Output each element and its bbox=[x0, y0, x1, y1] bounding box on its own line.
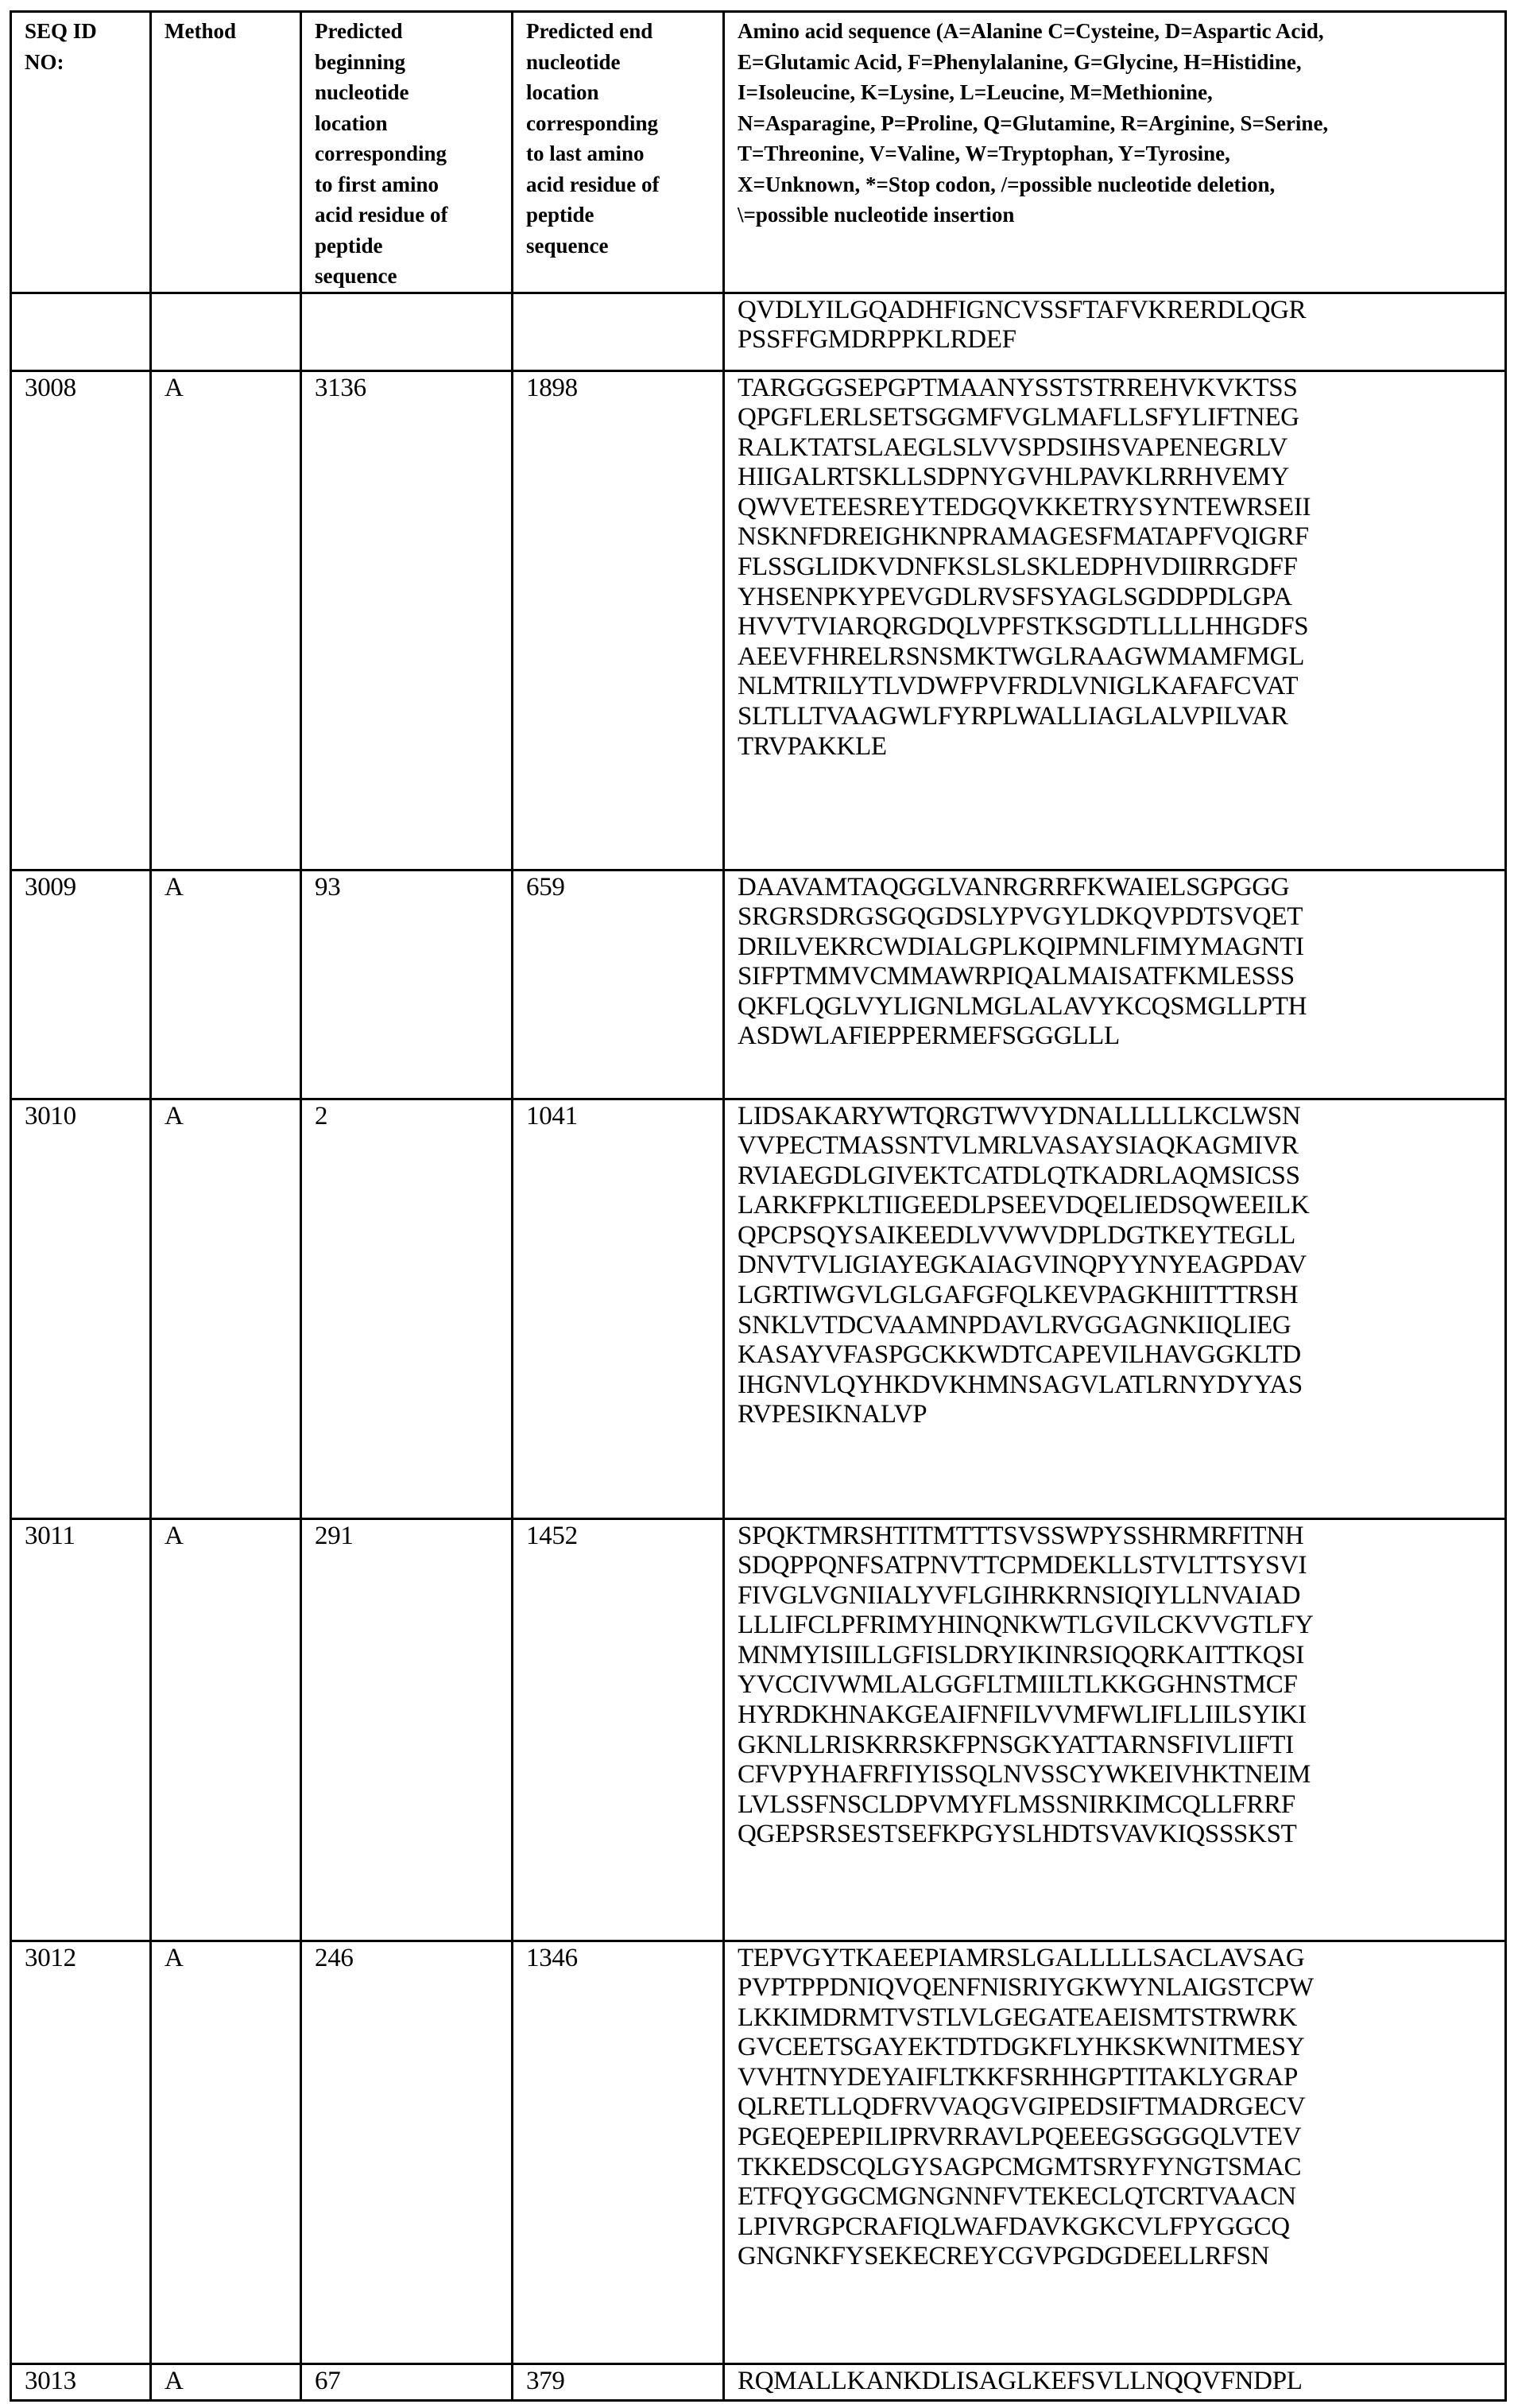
sequence-line: SRGRSDRGSGQGDSLYPVGYLDKQVPDTSVQET bbox=[738, 902, 1303, 932]
sequence-line: TKKEDSCQLGYSAGPCMGMTSRYFYNGTSMAC bbox=[738, 2152, 1302, 2181]
method-cell: A bbox=[151, 1941, 301, 2363]
sequence-line: SIFPTMMVCMMAWRPIQALMAISATFKMLESSS bbox=[738, 962, 1295, 991]
begin-location-cell: 291 bbox=[301, 1518, 513, 1941]
sequence-line: QKFLQGLVYLIGNLMGLALAVYKCQSMGLLPTH bbox=[738, 991, 1307, 1021]
begin-location-cell: 246 bbox=[301, 1941, 513, 2363]
seq-id-cell: 3009 bbox=[11, 870, 151, 1099]
sequence-line: TEPVGYTKAEEPIAMRSLGALLLLLSACLAVSAG bbox=[738, 1943, 1305, 1972]
header-begin-location: Predicted beginning nucleotide location corresponding to first amino acid residue of peptide sequence bbox=[301, 12, 513, 293]
sequence-line: HVVTVIARQRGDQLVPFSTKSGDTLLLLHHGDFS bbox=[738, 612, 1309, 642]
amino-acid-sequence-cell bbox=[724, 1099, 1506, 1518]
sequence-line: RQMALLKANKDLISAGLKEFSVLLNQQVFNDPL bbox=[738, 2366, 1303, 2395]
begin-location-cell: 93 bbox=[301, 870, 513, 1099]
sequence-line: LVLSSFNSCLDPVMYFLMSSNIRKIMCQLLFRRF bbox=[738, 1790, 1295, 1819]
seq-id-cell: 3012 bbox=[11, 1941, 151, 2363]
sequence-line: QPCPSQYSAIKEEDLVVWVDPLDGTKEYTEGLL bbox=[738, 1220, 1296, 1250]
begin-location-cell: 2 bbox=[301, 1099, 513, 1518]
sequence-line: VVHTNYDEYAIFLTKKFSRHHGPTITAKLYGRAP bbox=[738, 2062, 1299, 2092]
amino-acid-sequence-cell bbox=[724, 293, 1506, 370]
end-location-cell: 1041 bbox=[513, 1099, 724, 1518]
sequence-line: GVCEETSGAYEKTDTDGKFLYHKSKWNITMESY bbox=[738, 2033, 1305, 2062]
sequence-line: LPIVRGPCRAFIQLWAFDAVKGKCVLFPYGGCQ bbox=[738, 2212, 1290, 2241]
sequence-line: HIIGALRTSKLLSDPNYGVHLPAVKLRRHVEMY bbox=[738, 463, 1290, 492]
method-cell: A bbox=[151, 870, 301, 1099]
sequence-line: AEEVFHRELRSNSMKTWGLRAAGWMAMFMGL bbox=[738, 642, 1305, 671]
sequence-line: QLRETLLQDFRVVAQGVGIPEDSIFTMADRGECV bbox=[738, 2092, 1306, 2122]
header-end-location: Predicted end nucleotide location corresponding to last amino acid residue of peptide sequence bbox=[513, 12, 724, 293]
method-cell: A bbox=[151, 1518, 301, 1941]
sequence-line: DAAVAMTAQGGLVANRGRRFKWAIELSGPGGG bbox=[738, 872, 1290, 902]
sequence-line: VVPECTMASSNTVLMRLVASAYSIAQKAGMIVR bbox=[738, 1131, 1299, 1161]
amino-acid-sequence-cell bbox=[724, 2363, 1506, 2400]
sequence-line: TARGGGSEPGPTMAANYSSTSTRREHVKVKTSS bbox=[738, 373, 1298, 402]
table-row bbox=[11, 370, 1506, 870]
table-body bbox=[11, 293, 1506, 2400]
sequence-line: DNVTVLIGIAYEGKAIAGVINQPYYNYEAGPDAV bbox=[738, 1251, 1307, 1280]
table-row bbox=[11, 2363, 1506, 2400]
sequence-line: PVPTPPDNIQVQENFNISRIYGKWYNLAIGSTCPW bbox=[738, 1973, 1314, 2003]
sequence-line: LKKIMDRMTVSTLVLGEGATEAEISMTSTRWRK bbox=[738, 2003, 1297, 2032]
sequence-line: DRILVEKRCWDIALGPLKQIPMNLFIMYMAGNTI bbox=[738, 932, 1304, 961]
seq-id-cell: 3010 bbox=[11, 1099, 151, 1518]
end-location-cell: 659 bbox=[513, 870, 724, 1099]
header-method: Method bbox=[151, 12, 301, 293]
sequence-line: SPQKTMRSHTITMTTTSVSSWPYSSHRMRFITNH bbox=[738, 1521, 1304, 1550]
end-location-cell: 379 bbox=[513, 2363, 724, 2400]
begin-location-cell: 3136 bbox=[301, 370, 513, 870]
sequence-line: RVPESIKNALVP bbox=[738, 1400, 927, 1429]
sequence-line: YHSENPKYPEVGDLRVSFSYAGLSGDDPDLGPA bbox=[738, 582, 1292, 611]
method-cell: A bbox=[151, 370, 301, 870]
table-row bbox=[11, 1099, 1506, 1518]
end-location-cell: 1898 bbox=[513, 370, 724, 870]
sequence-line: QGEPSRSESTSEFKPGYSLHDTSVAVKIQSSSKST bbox=[738, 1820, 1297, 1849]
sequence-table bbox=[10, 10, 1507, 2402]
sequence-line: PGEQEPEPILIPRVRRAVLPQEEEGSGGGQLVTEV bbox=[738, 2123, 1302, 2152]
sequence-line: RALKTATSLAEGLSLVVSPDSIHSVAPENEGRLV bbox=[738, 432, 1287, 462]
sequence-line: LLLIFCLPFRIMYHINQNKWTLGVILCKVVGTLFY bbox=[738, 1611, 1314, 1640]
sequence-line: ETFQYGGCMGNGNNFVTEKECLQTCRTVAACN bbox=[738, 2182, 1296, 2212]
table-header-row bbox=[11, 12, 1506, 293]
sequence-line: SNKLVTDCVAAMNPDAVLRVGGAGNKIIQLIEG bbox=[738, 1310, 1291, 1340]
seq-id-cell: 3008 bbox=[11, 370, 151, 870]
sequence-line: GNGNKFYSEKECREYCGVPGDGDEELLRFSN bbox=[738, 2242, 1270, 2271]
method-cell: A bbox=[151, 2363, 301, 2400]
amino-acid-sequence-cell bbox=[724, 870, 1506, 1099]
sequence-line: SDQPPQNFSATPNVTTCPMDEKLLSTVLTTSYSVI bbox=[738, 1551, 1307, 1580]
sequence-line: SLTLLTVAAGWLFYRPLWALLIAGLALVPILVAR bbox=[738, 702, 1288, 731]
begin-location-cell: 67 bbox=[301, 2363, 513, 2400]
end-location-cell: 1452 bbox=[513, 1518, 724, 1941]
sequence-line: NLMTRILYTLVDWFPVFRDLVNIGLKAFAFCVAT bbox=[738, 672, 1299, 701]
sequence-line: CFVPYHAFRFIYISSQLNVSSCYWKEIVHKTNEIM bbox=[738, 1760, 1311, 1790]
sequence-line: QWVETEESREYTEDGQVKKETRYSYNTEWRSEII bbox=[738, 492, 1311, 522]
table-row bbox=[11, 870, 1506, 1099]
amino-acid-sequence-cell bbox=[724, 1941, 1506, 2363]
header-amino-acid-sequence: Amino acid sequence (A=Alanine C=Cysteine, D=Aspartic Acid, E=Glutamic Acid, F=Phenylalanine, G=Glycine, H=Histidine, I=Isoleucine, K=Lysine, L=Leucine, M=Methionine, N=Asparagine, P=Proline, Q=Glutamine, R=Arginine, S=Serine, T=Threonine, V=Valine, W=Tryptophan, Y=Tyrosine, X=Unknown, *=Stop codon, /=possible nucleotide deletion, \=possible nucleotide insertion bbox=[724, 12, 1506, 293]
seq-id-cell bbox=[11, 293, 151, 370]
sequence-line: IHGNVLQYHKDVKHMNSAGVLATLRNYDYYAS bbox=[738, 1370, 1303, 1399]
header-seq-id: SEQ ID NO: bbox=[11, 12, 151, 293]
sequence-line: LARKFPKLTIIGEEDLPSEEVDQELIEDSQWEEILK bbox=[738, 1191, 1310, 1220]
sequence-line: LIDSAKARYWTQRGTWVYDNALLLLLKCLWSN bbox=[738, 1101, 1301, 1130]
sequence-line: TRVPAKKLE bbox=[738, 731, 887, 761]
seq-id-cell: 3013 bbox=[11, 2363, 151, 2400]
sequence-line: KASAYVFASPGCKKWDTCAPEVILHAVGGKLTD bbox=[738, 1340, 1301, 1370]
table-row bbox=[11, 293, 1506, 370]
seq-id-cell: 3011 bbox=[11, 1518, 151, 1941]
table-row bbox=[11, 1941, 1506, 2363]
sequence-line: ASDWLAFIEPPERMEFSGGGLLL bbox=[738, 1022, 1120, 1051]
sequence-line: QVDLYILGQADHFIGNCVSSFTAFVKRERDLQGR bbox=[738, 295, 1307, 324]
sequence-line: PSSFFGMDRPPKLRDEF bbox=[738, 325, 1016, 355]
amino-acid-sequence-cell bbox=[724, 370, 1506, 870]
sequence-line: NSKNFDREIGHKNPRAMAGESFMATAPFVQIGRF bbox=[738, 522, 1309, 552]
sequence-line: QPGFLERLSETSGGMFVGLMAFLLSFYLIFTNEG bbox=[738, 403, 1299, 432]
sequence-line: MNMYISIILLGFISLDRYIKINRSIQQRKAITTKQSI bbox=[738, 1640, 1305, 1669]
sequence-line: FLSSGLIDKVDNFKSLSLSKLEDPHVDIIRRGDFF bbox=[738, 553, 1298, 582]
method-cell: A bbox=[151, 1099, 301, 1518]
end-location-cell: 1346 bbox=[513, 1941, 724, 2363]
table-row bbox=[11, 1518, 1506, 1941]
amino-acid-sequence-cell bbox=[724, 1518, 1506, 1941]
begin-location-cell bbox=[301, 293, 513, 370]
sequence-line: LGRTIWGVLGLGAFGFQLKEVPAGKHIITTTRSH bbox=[738, 1281, 1299, 1310]
method-cell bbox=[151, 293, 301, 370]
end-location-cell bbox=[513, 293, 724, 370]
sequence-line: HYRDKHNAKGEAIFNFILVVMFWLIFLLIILSYIKI bbox=[738, 1700, 1307, 1730]
sequence-line: YVCCIVWMLALGGFLTMIILTLKKGGHNSTMCF bbox=[738, 1670, 1298, 1700]
sequence-line: GKNLLRISKRRSKFPNSGKYATTARNSFIVLIIFTI bbox=[738, 1730, 1294, 1759]
sequence-line: FIVGLVGNIIALYVFLGIHRKRNSIQIYLLNVAIAD bbox=[738, 1580, 1301, 1610]
sequence-line: RVIAEGDLGIVEKTCATDLQTKADRLAQMSICSS bbox=[738, 1161, 1300, 1190]
